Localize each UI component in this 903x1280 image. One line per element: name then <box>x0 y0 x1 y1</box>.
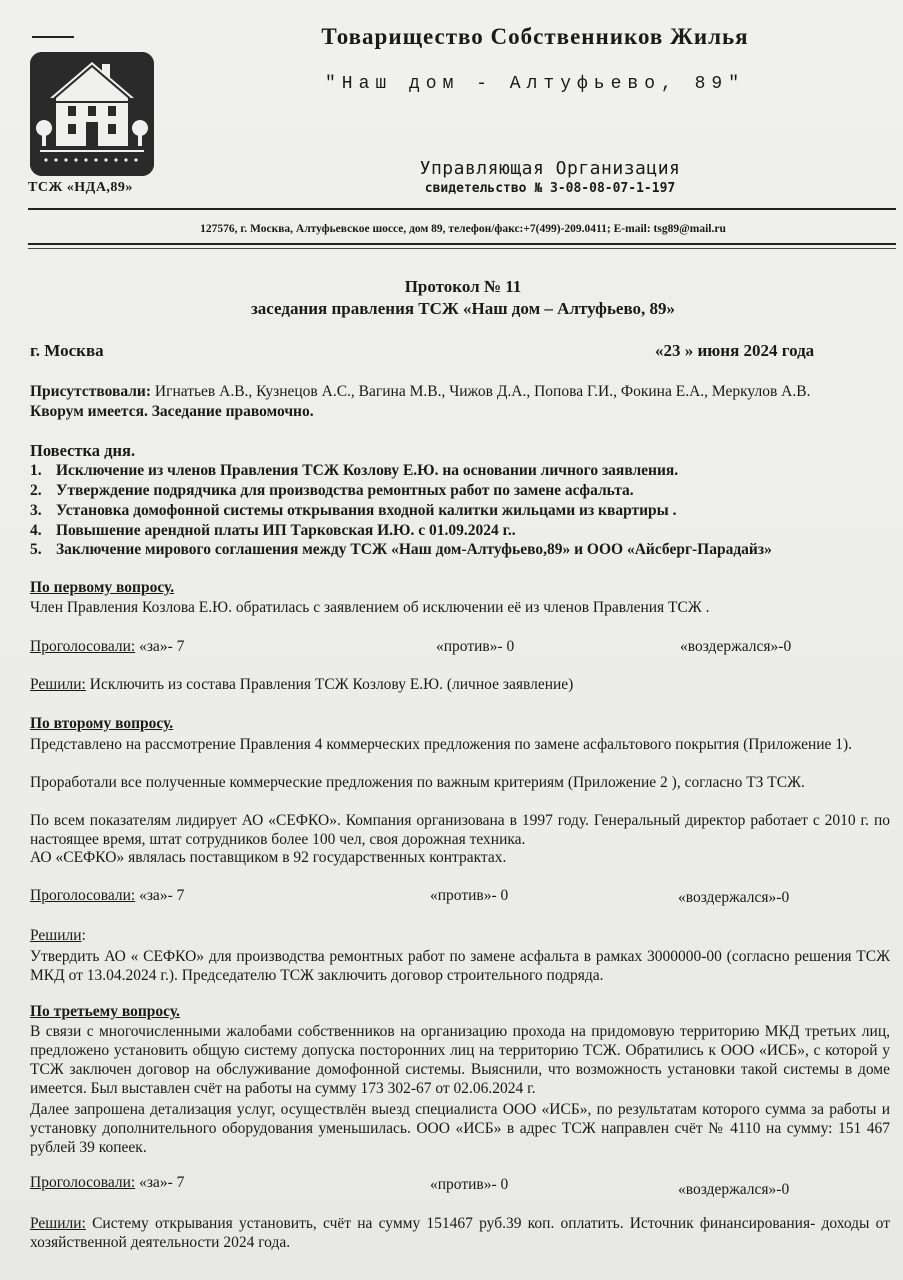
q3-against: «против»- 0 <box>430 1176 509 1193</box>
agenda-item: 4. Повышение арендной платы ИП Тарковская И.Ю. с 01.09.2024 г.. <box>30 522 516 539</box>
management-label: Управляющая Организация <box>419 158 681 179</box>
q2-paragraph: По всем показателям лидирует АО «СЕФКО». Компания организована в 1997 году. Генеральный директор работает с 2010 г. по настоящее время, штат сотрудников более 100 чел, своя дорожная техника. <box>30 812 890 848</box>
attendance-line <box>30 383 810 401</box>
house-logo-icon <box>30 52 154 176</box>
header-rule <box>28 208 896 210</box>
top-dash <box>32 36 74 38</box>
agenda-item: 2. Утверждение подрядчика для производства ремонтных работ по замене асфальта. <box>30 482 634 499</box>
q3-heading: По третьему вопросу. <box>30 1003 180 1020</box>
q3-voted: Проголосовали: «за»- 7 <box>30 1174 185 1191</box>
protocol-subtitle: заседания правления ТСЖ «Наш дом – Алтуфьево, 89» <box>250 299 676 318</box>
agenda-title: Повестка дня. <box>30 441 136 460</box>
org-subtitle: "Наш дом - Алтуфьево, 89" <box>324 74 746 94</box>
quorum: Кворум имеется. Заседание правомочно. <box>30 403 314 420</box>
address-rule-thin <box>28 248 896 249</box>
city: г. Москва <box>30 341 104 360</box>
q2-heading: По второму вопросу. <box>30 715 174 732</box>
q2-voted: Проголосовали: «за»- 7 <box>30 887 185 904</box>
q3-paragraph: В связи с многочисленными жалобами собственников на организацию прохода на придомовую территорию МКД третьих лиц, предложено установить общую систему допуска посторонних лиц на территорию ТСЖ. Обратились к ООО «ИСБ», с которой у ТСЖ заключен договор на обслуживание домофонной системы. Выяснили, что возможность установки такой системы в доме имеется. Был выставлен счёт на работы на сумму 173 302-67 от 02.06.2024 г. <box>30 1023 890 1097</box>
q1-abstained: «воздержался»-0 <box>680 638 792 655</box>
protocol-date: «23 » июня 2024 года <box>655 341 815 360</box>
attendance-label: Присутствовали: <box>30 383 152 400</box>
q3-paragraph: Далее запрошена детализация услуг, осуществлён выезд специалиста ООО «ИСБ», по результатам которого сумма за работы и установку дополнительного оборудования уменьшилась. ООО «ИСБ» в адрес ТСЖ направлен счёт № 4110 на сумму: 151 467 рублей 39 копеек. <box>30 1101 890 1156</box>
address-rule <box>28 243 896 245</box>
address-line: 127576, г. Москва, Алтуфьевское шоссе, дом 89, телефон/факс:+7(499)-209.0411; E-mail: tsg89@mail.ru <box>200 223 726 235</box>
agenda-item: 3. Установка домофонной системы открывания входной калитки жильцами из квартиры . <box>30 502 677 519</box>
q2-decision-label: Решили: <box>30 927 86 944</box>
q2-abstained: «воздержался»-0 <box>678 889 790 906</box>
certificate-number: свидетельство № 3-08-08-07-1-197 <box>424 181 676 196</box>
agenda-item: 1. Исключение из членов Правления ТСЖ Козлову Е.Ю. на основании личного заявления. <box>30 462 679 479</box>
q2-paragraph: АО «СЕФКО» являлась поставщиком в 92 государственных контрактах. <box>30 849 507 866</box>
q1-text: Член Правления Козлова Е.Ю. обратилась с заявлением об исключении её из членов Правления ТСЖ . <box>30 599 710 616</box>
logo-caption: ТСЖ «НДА,89» <box>28 180 133 195</box>
q1-decision: Решили: Исключить из состава Правления ТСЖ Козлову Е.Ю. (личное заявление) <box>30 676 574 693</box>
q1-against: «против»- 0 <box>436 638 515 655</box>
q2-decision-text: Утвердить АО « СЕФКО» для производства ремонтных работ по замене асфальта в рамках 3000000-00 (согласно решения ТСЖ МКД от 13.04.2024 г.). Председателю ТСЖ заключить договор строительного подряда. <box>30 948 890 984</box>
q3-abstained: «воздержался»-0 <box>678 1181 790 1198</box>
q2-against: «против»- 0 <box>430 887 509 904</box>
agenda-item: 5. Заключение мирового соглашения между ТСЖ «Наш дом-Алтуфьево,89» и ООО «Айсберг-Парадайз» <box>30 541 772 558</box>
protocol-title: Протокол № 11 <box>404 277 522 296</box>
q2-paragraph: Представлено на рассмотрение Правления 4 коммерческих предложения по замене асфальтового покрытия (Приложение 1). <box>30 736 853 753</box>
q1-voted: Проголосовали: «за»- 7 <box>30 638 185 655</box>
q1-heading: По первому вопросу. <box>30 579 175 596</box>
q3-decision: Решили: Систему открывания установить, счёт на сумму 151467 руб.39 коп. оплатить. Источник финансирования- доходы от хозяйственной деятельности 2024 года. <box>30 1215 890 1251</box>
attendance-names: Игнатьев А.В., Кузнецов А.С., Вагина М.В., Чижов Д.А., Попова Г.И., Фокина Е.А., Меркулов А.В. <box>151 383 811 400</box>
q2-paragraph: Проработали все полученные коммерческие предложения по важным критериям (Приложение 2 ), согласно ТЗ ТСЖ. <box>30 774 805 791</box>
org-title: Товарищество Собственников Жилья <box>321 24 749 49</box>
